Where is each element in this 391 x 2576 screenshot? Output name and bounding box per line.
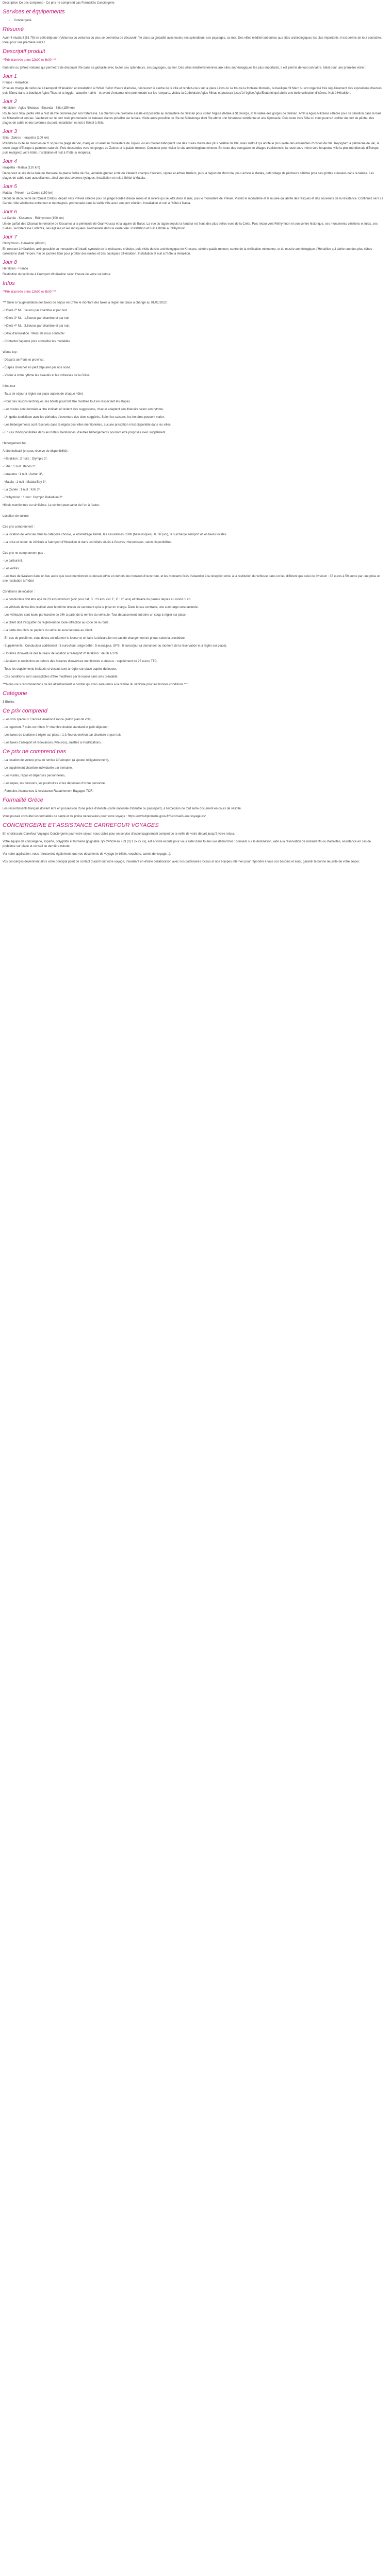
day-route: Réthymnon - Héraklion (80 km) [3,242,46,245]
conditions-location-title: Conditions de location : [3,590,35,594]
day-route: France - Héraklion [3,81,28,84]
day-title: Jour 7 [3,234,17,240]
hebergement-item: - La Canée : 1 nuit : Kriti 3*, [3,488,41,492]
location-conditions-title: Ces prix comprennent : [3,526,35,529]
conditions-location-item: - La perte des clefs ou papiers du véhicule sera facturée au client. [3,629,93,632]
day-2 [3,99,383,126]
categorie-heading: Catégorie [3,690,27,697]
service-item: • Conciergerie [14,19,383,23]
conditions-location-item: - Ces conditions sont susceptibles d'être modifiées par le loueur sans avis préalable. [3,675,119,679]
prix-non-compris-item: - Les frais de livraison dans un lieu autre que ceux mentionnés ci-dessus et/ou en dehors des horaires d'ouverture, et les montants fixés d'abandon à la réception et/ou à la restitution du véhicule dans un lieu différent que celui de livraison : 35 euros à 50 euros par une prise et une restitution à l'hôtel. [3,575,380,583]
location-item: - La location de véhicule dans la catégorie choisie, le kilométrage illimité, les assurances CDW (base risques), la TP (vol), la surcharge aéroport et les taxes locales. [3,533,227,536]
hebergement-outro: Hôtels mentionnés ou similaires. Le confort peut varier de l'un à l'autre. [3,504,100,507]
resume-heading: Résumé [3,26,24,32]
conciergerie-text: Votre équipe de conciergerie, experte, polyglotte et humaine (joignable 7j/7 24h/24 au +33 (0) 1 xx xx xx), est à votre écoute pour vous aider dans toutes vos démarches : conseils sur la destination, aide à la réservation de restaurants ou d'activités, assistance en cas de problème sur place et conseil de dernière minute. [3,840,371,848]
day-text: Restitution du véhicule à l'aéroport d'Héraklion selon l'heure de votre vol retour. [3,273,111,276]
day-title: Jour 3 [3,129,17,134]
wrap-item: - Étapes chercher en petit déjeuner par nos soins. [3,366,71,369]
day-title: Jour 4 [3,159,17,164]
hebergement-title: Hébergement top [3,442,27,445]
day-5 [3,184,383,206]
conciergerie-text: Vos concierges deviennent alors votre principal point de contact durant tout votre voyage, travaillant en étroite collaboration avec nos partenaires locaux et nos équipes internes pour répondre à tous vos besoins et ainsi, garantir la bonne réussite de votre séjour. [3,860,360,863]
formalite-text: Les ressortissants français doivent être en possession d'une pièce d'identité (carte nationale d'identité ou passeport), à l'exception de tout autre document en cours de validité. [3,807,242,810]
wrap-item: - Départs de Paris et province, [3,359,45,362]
prix-ne-comprend-pas-item: - Les repas, les boissons, les pourboires et les dépenses d'ordre personnel, [3,782,106,785]
day-text: Prise en charge de véhicule à l'aéroport d'Héraklion et installation à l'hôtel. Selon l'heure d'arrivée, découvrez le centre de la ville et rendez-vous sur la place Lions où se trouve la fontaine Morosini, la basilique St Marc ou ont organisé très régulièrement des expositions diverses, puis flânez dans la boutique Agios Titos, et la loggia - actuelle mairie - et avant d'entamer une promenade sur les remparts, visitez la Cathédrale Agios Minas et poussez jusqu'à l'église Agia Ekaterini qui abrite une belle collection d'icônes. Nuit à Héraklion. [3,87,383,95]
hebergement-intro: À titre indicatif (et sous réserve de disponibilité) : [3,450,70,453]
infos-heading: Infos [3,280,15,286]
services-list [3,19,383,23]
prix-ne-comprend-pas-heading: Ce prix ne comprend pas [3,749,66,755]
contact-note: - Contacter l'agence pour connaître les modalités [3,340,70,343]
descriptif-text: Itinéraire ou (offrez voitures qui permettra de découvrir l'île dans sa globalité avec toutes ses splendeurs, ses paysages, sa mer. Des villes méditerranéennes aux sites archéologiques les plus importants, il est permis de tout connaître. Idéal pour une première visite ! [3,66,366,70]
prix-ne-comprend-pas-item: - Les visites, repas et dépenses personnelles, [3,774,66,777]
conditions-location-item: - En cas de problème, vous devez en informer le loueur et en faire la déclaration en cas de changement de pneus selon la procédure. [3,637,186,640]
day-route: Sitia - Zakros - Ierapetra (100 km) [3,137,50,140]
formalite-heading: Formalité Grèce [3,797,43,803]
prix-ne-comprend-pas-item: - La location de voiture prise et remise à l'aéroport (à ajouter obligatoirement), [3,759,109,762]
conditions-location-item: - Le conducteur doit être âgé de 23 ans minimum (voir pour cat. B : 23 ans; cat. E, G : 25 ans) et titulaire du permis depuis au moins 1 an. [3,598,191,601]
services-heading: Services et équipements [3,9,65,15]
conditions-location-item: - Le client doit s'acquitter du règlement de toute infraction au code de la route. [3,621,109,624]
day-text: Route pour Sitia, petite ville à l'est de l'île dominée par son forteresse. En chemin une première escale est possible au monastère de Selinari pour visiter l'église dédiée à St George, et la vallée des gorges de Selinari. Arrêt à Agios Nikolaos célèbre pour sa situation dans la baie de Mirabello et son lac. Vaultured sur le port mais promenade de bateaux d'anes possible sur la baie. Visite aussi possible de l'île de Spinalonga dont l'île abrite une forteresse vénitienne et une léproserie. Puis route vers Sitia où vous pourrez profiter du port de pêche, des plages de sable et des tavernes du port. Installation et nuit à l'hôtel à Sitia. [3,112,382,125]
formalite-text: Vous pouvez consulter les formalités de santé et de police nécessaires pour votre voyage : https://www.diplomatie.gouv.fr/fr/conseils-aux-voyageurs/ [3,815,206,818]
day-6 [3,209,383,231]
location-title: Location de voiture [3,515,29,518]
day-route: La Canée - Kissamos - Réthymnon (100 km) [3,217,64,220]
day-text: Début de découverte de l'Ouest Crétois, depart vers Préveli célèbre pour sa plage bordée d'eaux roses et la rivière qui se jette dans la mer, puis le monastère de Préveli. Visitez le monastère et le musée qui abrite des reliques et des souvenirs de la résistance. Continuez vers La Canée, ville vénitienne entre mer et montagnes, promenade dans la vieille ville avec son port vénitien. Installation et nuit à l'hôtel à Kania. [3,197,383,205]
hebergement-item: - Réthymnon : 1 nuit : Olympic Palladium 3*. [3,496,63,499]
conditions-location-warning: ***Nous vous recommandons de lire attentivement le contrat qui vous sera remis à la remise du véhicule pour les bonnes conditions *** [3,683,188,686]
wrap-item: - Visitez à votre rythme les beautés et les richesses de la Crète. [3,374,90,377]
location-item: - La prise et retour du véhicule à l'aéroport d'Héraklion et dans les hôtels situés à Gouves, Hersonissos, selon disponibilités. [3,541,172,544]
conditions-location-item: - Les véhicules sont loués par tranche de 24h à partir de la remise du véhicule. Tout dépassement entraîne un coup à régler sur place. [3,614,187,617]
day-1 [3,74,383,96]
hebergement-item: - Sitia : 1 nuit : Itanos 3*, [3,465,37,468]
info-tour-title: Infos tour [3,385,16,388]
day-text: Découvrez le site de la baie de Messara, la plaine fertile de l'île, véritable grenier à blé où s'étalent champs d'oliviers, vignes et arbres fruitiers, puis la région du Mont Ida, pour arriver à Matala, petit village de pêcheurs célèbre pour ses grottes creusées dans la falaise. Les plages de sable sont accueillantes, ainsi que des tavernes typiques. Installation et nuit à l'hôtel à Matala. [3,172,374,180]
hebergement-item: - Héraklion : 2 nuits : Olympic 3*, [3,457,48,461]
day-8 [3,260,383,277]
tax-line: - Hôtels 3* NL : 1,5euros par chambre et par nuit [3,317,70,320]
day-3 [3,129,383,156]
conditions-location-item: - Tous les suppléments indiqués ci-dessus sont à régler sur place auprès du loueur. [3,668,117,671]
day-route: Ierapetra - Matala (120 km) [3,166,40,170]
prix-ne-comprend-pas-item: - Formules Assurances & Assistance Rapatriement Bagages TOR. [3,790,94,793]
prix-ne-comprend-pas-item: - Le supplément chambre individuelle par semaine, [3,767,73,770]
info-tour-item: - Les visites sont données à titre indicatif et restent des suggestions, chacun adaptant son itinéraire selon son rythme. [3,408,164,411]
conditions-location-item: - Horaires d'ouverture des bureaux de location à l'aéroport d'Héraklion : de 8h à 22h. [3,652,119,655]
prix-comprend-item: - Les vols spéciaux France/Héraklion/France (selon plan de vols), [3,718,93,721]
day-title: Jour 1 [3,74,17,79]
prix-non-compris-item: - Les extras. [3,567,20,570]
tax-line: - Hôtels 4* NL : 3,5euros par chambre et par nuit. [3,325,70,328]
day-text: Un de parfait des Chanias le remonte de Kissamos à la péninsule de Gramvoussa et la lagune de Balos. La vue du lagon depuis la hauteur est l'une des plus belles vues de la Crète. Puis retour vers Réthymnon et son centre historique, ses monuments vénitiens et turcs, ses ruelles, sa forteresse Fortezza, ses églises et ses mosquées. Promenade dans la vieille ville. Installation et nuit à l'hôtel à Réthymnon. [3,223,378,230]
info-tour-item: - Les hébergements sont réservés dans la région des villes mentionnées, aucune prestation n'est disponible dans les villes. [3,423,172,427]
prix-comprend-item: - Les taxes de tourisme à régler sur place : 1 à 4euros environ par chambre et par nuit, [3,734,122,737]
tax-line: - Hôtels 2* NL : 1euros par chambre et par nuit [3,309,67,312]
conditions-location-item: - Suppléments : Conducteur additionnel : 3 euros/jour, siège bébé : 5 euros/jour, GPS : 8 euros/jour (à demander au moment de la réservation et à régler sur place). [3,645,227,648]
categorie-value: 3 Etoiles [3,701,15,704]
info-tour-item: - Un guide touristique avec les périodes d'ouverture des sites suggérés. Selon les saisons, les horaires peuvent varier. [3,416,165,419]
day-title: Jour 2 [3,99,17,105]
day-text: En rentrant à Héraklion, arrêt possible au monastère d'Arkadi, symbole de la résistance crétoise, puis visite du site archéologique de Knossos, célèbre palais minoen, centre de la civilisation minoenne, et du musée archéologique d'Héraklion qui abrite une des plus riches collections d'art minoen. Fin de journée libre pour profiter des ruelles et des boutiques d'Héraklion. Installation et nuit à l'hôtel à Héraklion. [3,248,372,256]
info-tour-item: - Pour des raisons techniques, les hôtels pourront être modifiés tout en respectant les étapes. [3,400,131,403]
conciergerie-text: Via notre application, vous retrouverez également tous vos documents de voyage (e-billets, vouchers, carnet de voyage...). [3,853,171,856]
hebergement-item: - Ierapetra : 1 nuit : Astron 3*, [3,473,43,476]
day-7 [3,234,383,257]
descriptif-subheading: **Prix d'arrivée entre 22h00 et 8h00 *** [3,59,56,62]
hebergement-item: - Matala : 1 nuit : Matala Bay 3*, [3,481,47,484]
prix-comprend-item: - Les taxes d'aéroport et redevances (40euros), sujettes à modifications. [3,741,102,744]
prix-non-compris-item: - Le carburant. [3,560,23,563]
prix-non-compris-title: Ces prix ne comprennent pas : [3,552,45,555]
conditions-location-item: - Le véhicule devra être restitué avec le même niveau de carburant qu'à la prise en charge. Dans le cas contraire, une surcharge sera facturée. [3,606,199,609]
day-route: Matala - Préveli - La Canée (150 km) [3,192,54,195]
page [0,0,386,873]
day-title: Jour 8 [3,260,17,265]
day-text: Prendre la route en direction de l'Est pour la plage de Vaï, marquer un arrêt au monastère de Toplou, où les moines fabriquent une des huiles d'olive des plus célèbre de l'île, mais surtout qui abrite le plus vaste des ensembles d'icônes de l'île. Rejoignez la palmeraie de Vaï, la seule plage d'Europe à palmiers naturels. Puis descendez vers les gorges de Zakros et la palais minoen. Continuer pour visiter le site archéologique minoen. En route des bourgades et villages traditionnels, la route vous mène vers Ierapetra, ville la plus méridionale d'Europe, puis rejoignez votre hôtel. Installation et nuit à l'hôtel à Ierapetra. [3,142,380,155]
day-title: Jour 6 [3,209,17,215]
info-tour-item: - Taux de séjour à régler sur place auprès de chaque hôtel. [3,393,84,396]
day-4 [3,159,383,181]
breadcrumb: Description Ce prix comprend - Ce prix ne comprend pas Formalités Conciergerie [3,2,115,5]
infos-note: *** Suite à l'augmentation des taxes de séjour en Crète le montant des taxes à régler sur place a changé au 01/01/2023 : [3,301,169,304]
day-route: Héraklion - Agios Nikolaos - Elounda - Sitia (150 km) [3,107,75,110]
day-title: Jour 5 [3,184,17,190]
conciergerie-text: En choisissant Carrefour Voyages Conciergerie pour votre séjour, vous optez pour un service d'accompagnement complet de la veille de votre départ jusqu'à votre retour. [3,833,235,836]
prix-comprend-heading: Ce prix comprend [3,708,47,714]
resume-text: Avoir 4 étudiant (61 79) en petit déjeuner (Voitures) ou voitures) ou plus se permettra de découvrir l'île dans sa globalité avec toutes ses splendeurs, ses paysages, sa mer. Des villes méditerranéennes aux sites archéologiques les plus importants, il est permis de tout connaître. Idéal pour une première visite ! [3,37,382,44]
conditions-location-item: - Livraison et restitution en dehors des horaires d'ouverture mentionnés ci-dessus : supplément de 25 euros TTC. [3,660,158,663]
infos-subheading: **Prix d'arrivée entre 22h00 et 8h00 *** [3,291,56,294]
descriptif-heading: Descriptif produit [3,48,45,55]
wrap-title: Wants top : [3,351,19,354]
cancel-note: - Délai d'annulation : Merci de nous contacter [3,332,65,335]
day-route: Héraklion - France [3,267,28,270]
conciergerie-heading: CONCIERGERIE ET ASSISTANCE CARREFOUR VOYAGES [3,822,159,828]
prix-comprend-item: - Le logement 7 nuits en hôtels 3* chambre double standard et petit déjeuner, [3,726,109,729]
info-tour-item: - En cas d'indisponibilités dans les hôtels mentionnés, d'autres hébergements pourront être proposés avec supplément. [3,431,167,434]
